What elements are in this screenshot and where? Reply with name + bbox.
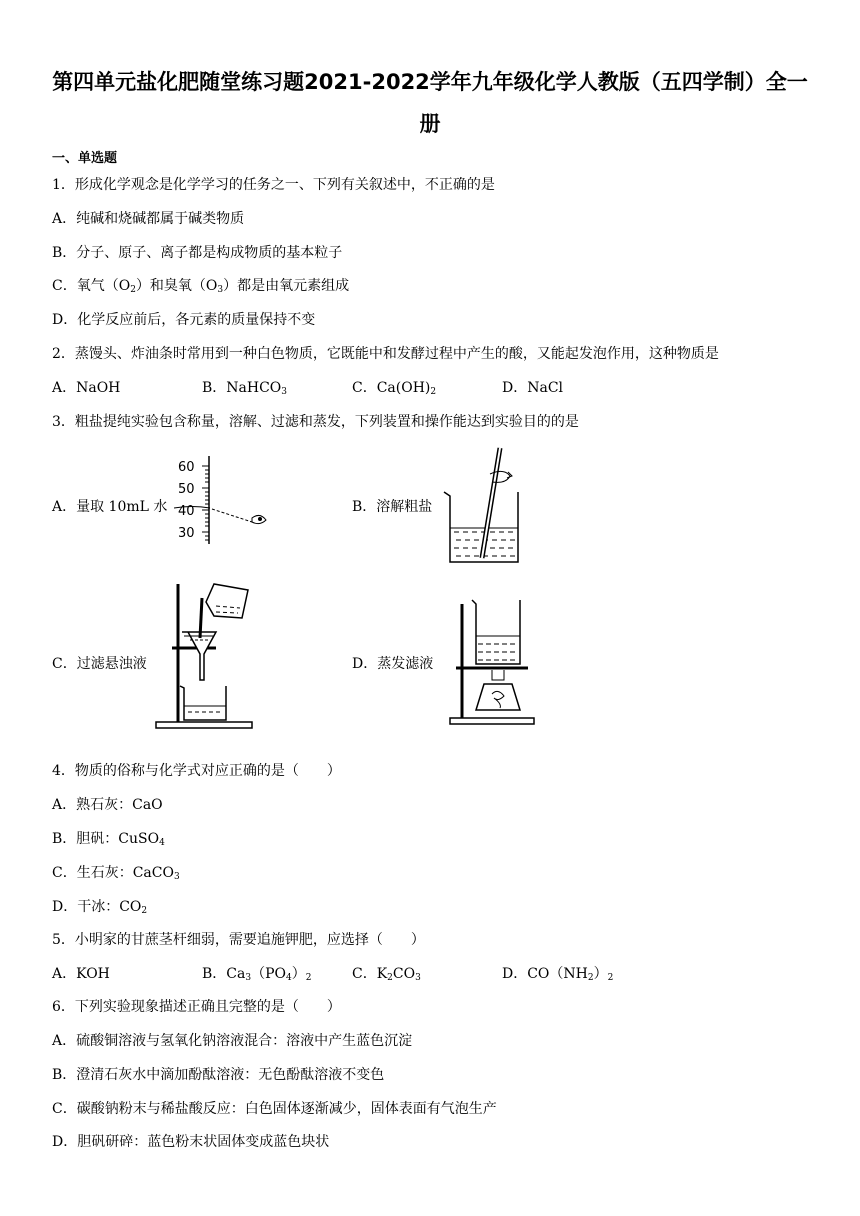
cylinder-tick-40: 40 <box>178 504 195 519</box>
q3-stem: 3．粗盐提纯实验包含称量，溶解、过滤和蒸发，下列装置和操作能达到实验目的的是 <box>52 414 579 430</box>
q2-option-a: A．NaOH <box>52 380 121 396</box>
q2-option-d: D．NaCl <box>502 380 564 396</box>
q4-option-c: C．生石灰：CaCO$_3$ <box>52 865 180 882</box>
q5-stem: 5．小明家的甘蔗茎杆细弱，需要追施钾肥，应选择（ ） <box>52 932 425 948</box>
cylinder-tick-60: 60 <box>178 460 195 475</box>
evaporation-apparatus-figure <box>448 598 538 730</box>
graduated-cylinder-figure <box>174 452 284 552</box>
q6-stem: 6．下列实验现象描述正确且完整的是（ ） <box>52 999 341 1015</box>
cylinder-tick-30: 30 <box>178 526 195 541</box>
q6-option-d: D．胆矾研碎：蓝色粉末状固体变成蓝色块状 <box>52 1134 330 1150</box>
filtration-apparatus-figure <box>154 580 264 732</box>
q5-option-d: D．$CO(NH_2)_2$ <box>502 966 614 983</box>
q5-option-b: B．$Ca_3(PO_4)_2$ <box>202 966 312 983</box>
q3-option-d: D．蒸发滤液 <box>352 656 434 672</box>
q1-option-d: D．化学反应前后，各元素的质量保持不变 <box>52 312 316 328</box>
beaker-stirring-figure <box>438 444 528 566</box>
q3-option-c: C．过滤悬浊液 <box>52 656 147 672</box>
q3-option-a: A．量取 10mL 水 <box>52 499 168 515</box>
q4-option-a: A．熟石灰：CaO <box>52 797 163 813</box>
q1-option-c: C．氧气$(O_2)$和臭氧$(O_3)$都是由氧元素组成 <box>52 278 350 295</box>
q5-option-c: C．$K_2CO_3$ <box>352 966 421 983</box>
document-title-line1: 第四单元盐化肥随堂练习题2021-2022学年九年级化学人教版（五四学制）全一 <box>52 70 808 94</box>
q2-option-b: B．NaHCO$_3$ <box>202 380 288 397</box>
q6-option-b: B．澄清石灰水中滴加酚酞溶液：无色酚酞溶液不变色 <box>52 1067 385 1083</box>
cylinder-tick-50: 50 <box>178 482 195 497</box>
q4-option-b: B．胆矾：CuSO$_4$ <box>52 831 165 848</box>
q6-option-a: A．硫酸铜溶液与氢氧化钠溶液混合：溶液中产生蓝色沉淀 <box>52 1033 413 1049</box>
q6-option-c: C．碳酸钠粉末与稀盐酸反应：白色固体逐渐减少，固体表面有气泡生产 <box>52 1101 497 1117</box>
q1-option-b: B．分子、原子、离子都是构成物质的基本粒子 <box>52 245 343 261</box>
q1-stem: 1．形成化学观念是化学学习的任务之一、下列有关叙述中，不正确的是 <box>52 177 495 193</box>
q5-option-a: A．KOH <box>52 966 110 982</box>
q4-option-d: D．干冰：$CO_2$ <box>52 899 148 916</box>
q2-option-c: C．$Ca(OH)_2$ <box>352 380 437 397</box>
q1-option-a: A．纯碱和烧碱都属于碱类物质 <box>52 211 245 227</box>
q3-option-b: B．溶解粗盐 <box>352 499 433 515</box>
q4-stem: 4．物质的俗称与化学式对应正确的是（ ） <box>52 763 341 779</box>
q2-stem: 2．蒸馒头、炸油条时常用到一种白色物质，它既能中和发酵过程中产生的酸，又能起发泡作用，这种物质是 <box>52 346 719 362</box>
document-title-line2: 册 <box>419 112 441 136</box>
section-heading: 一、单选题 <box>52 151 118 166</box>
